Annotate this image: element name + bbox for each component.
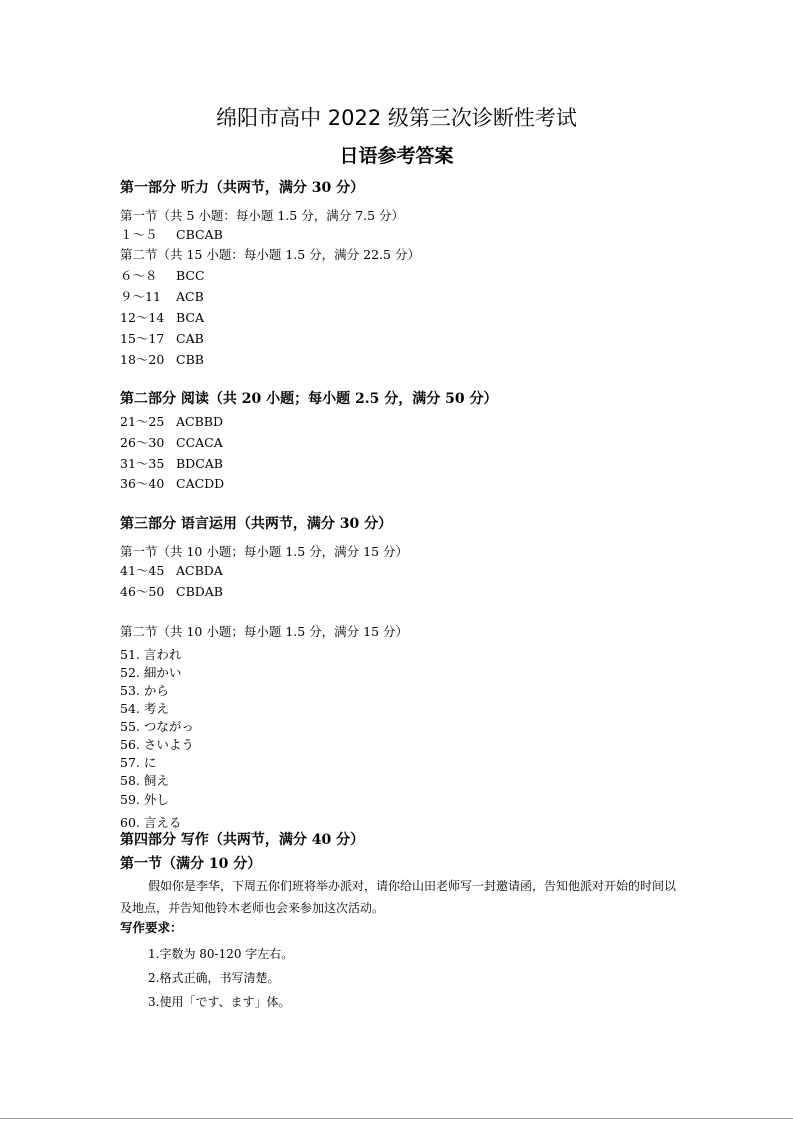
list-item: 53. から [120,683,169,698]
answer-value: CACDD [176,476,225,491]
bottom-divider [0,1118,793,1119]
answer-value: ACB [176,289,204,304]
part4-heading: 第四部分 写作（共两节，满分 40 分） [120,832,365,848]
part1-sec1-heading: 第一节（共 5 小题：每小题 1.5 分，满分 7.5 分） [120,208,405,223]
list-item: 57. に [120,755,157,770]
answer-range: 36～40 [120,476,165,491]
list-item: 56. さいよう [120,737,194,752]
answer-value: CBB [176,352,204,367]
answer-range: １～５ [120,227,158,242]
answer-row [120,352,204,368]
answer-range: 15～17 [120,331,165,346]
answer-value: CCACA [176,435,223,450]
answer-range: ９～11 [120,289,161,304]
answer-value: ACBDA [176,563,223,578]
answer-range: 31～35 [120,456,165,471]
answer-row [120,563,223,579]
list-item: 60. 言える [120,815,182,830]
part4-sec1-heading: 第一节（满分 10 分） [120,856,262,872]
requirement-item: 2.格式正确，书写清楚。 [148,971,280,985]
list-item: 51. 言われ [120,647,182,662]
answer-row [120,268,205,284]
part3-sec2-heading: 第二节（共 10 小题；每小题 1.5 分，满分 15 分） [120,624,409,639]
requirements-heading: 写作要求： [120,920,183,935]
answer-range: 41～45 [120,563,165,578]
answer-row [120,331,204,347]
answer-row [120,310,204,326]
answer-range: 21～25 [120,414,165,429]
list-item: 58. 飼え [120,773,169,788]
page-subtitle: 日语参考答案 [339,145,454,167]
answer-row [120,476,224,492]
list-item: 55. つながっ [120,719,194,734]
answer-row [120,289,204,305]
answer-row [120,435,223,451]
answer-value: BCA [176,310,205,325]
list-item: 52. 細かい [120,665,182,680]
page-title: 绵阳市高中 2022 级第三次诊断性考试 [216,106,577,130]
answer-range: 46～50 [120,584,165,599]
answer-range: 12～14 [120,310,165,325]
answer-value: CBDAB [176,584,223,599]
list-item: 54. 考え [120,701,169,716]
part3-sec1-heading: 第一节（共 10 小题；每小题 1.5 分，满分 15 分） [120,544,409,559]
answer-row [120,584,223,600]
answer-row [120,456,223,472]
requirement-item: 3.使用「です、ます」体。 [148,995,291,1009]
list-item: 59. 外し [120,792,169,807]
answer-value: CAB [176,331,204,346]
answer-range: 18～20 [120,352,165,367]
answer-value: BDCAB [176,456,223,471]
answer-value: ACBBD [176,414,223,429]
part1-sec2-heading: 第二节（共 15 小题：每小题 1.5 分，满分 22.5 分） [120,247,420,262]
answer-range: ６～８ [120,268,158,283]
answer-range: 26～30 [120,435,165,450]
answer-row [120,227,223,243]
answer-row [120,414,223,430]
requirement-item: 1.字数为 80-120 字左右。 [148,947,294,961]
answer-value: CBCAB [176,227,223,242]
part1-heading: 第一部分 听力（共两节，满分 30 分） [120,180,365,196]
writing-prompt: 假如你是李华，下周五你们班将举办派对，请你给山田老师写一封邀请函，告知他派对开始的时间以及地点，并告知他铃木老师也会来参加这次活动。 [120,879,677,915]
answer-value: BCC [176,268,205,283]
part2-heading: 第二部分 阅读（共 20 小题；每小题 2.5 分，满分 50 分） [120,391,498,407]
part3-heading: 第三部分 语言运用（共两节，满分 30 分） [120,516,393,532]
